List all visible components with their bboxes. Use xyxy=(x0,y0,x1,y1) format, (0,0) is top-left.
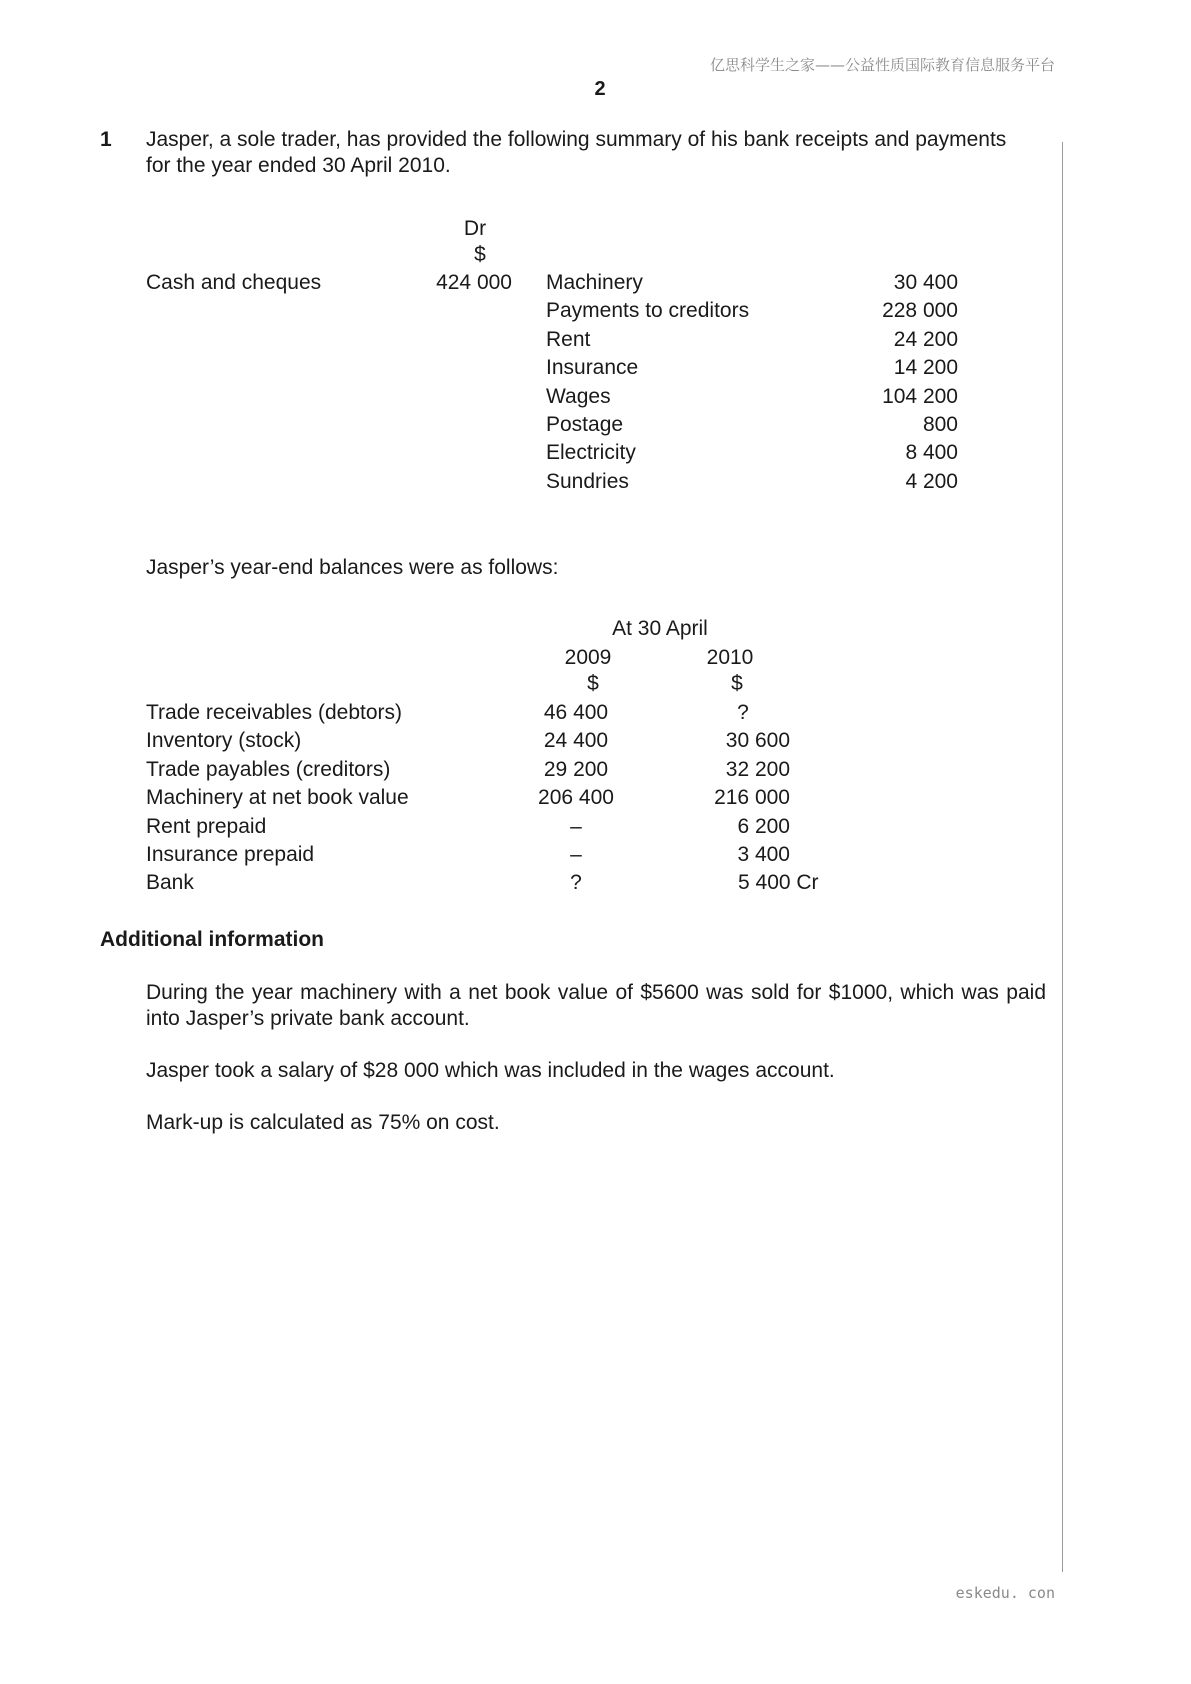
balance-2010-value: 3 400 xyxy=(737,842,790,866)
dr-currency: $ xyxy=(474,243,486,266)
balance-2010 xyxy=(666,785,916,811)
question-text-line-1: Jasper, a sole trader, has provided the following summary of his bank receipts and payments xyxy=(146,128,1007,151)
receipt-label: Cash and cheques xyxy=(146,271,322,294)
balance-label: Rent prepaid xyxy=(146,814,267,838)
balance-2010-value: 32 200 xyxy=(725,757,790,781)
balance-2010-value: ? xyxy=(737,701,749,724)
additional-para-3: Mark-up is calculated as 75% on cost. xyxy=(146,1111,500,1134)
balance-2010-value: 216 000 xyxy=(714,786,790,810)
balance-2010 xyxy=(666,700,916,726)
balance-2010-value: 6 200 xyxy=(737,814,790,838)
payment-amount: 14 200 xyxy=(893,356,958,380)
balance-2009: – xyxy=(570,842,582,866)
payment-label: Machinery xyxy=(546,271,643,294)
payment-label: Rent xyxy=(546,327,591,351)
balance-2010-value: 30 600 xyxy=(725,729,790,753)
payment-label: Sundries xyxy=(546,469,629,493)
additional-heading: Additional information xyxy=(100,928,324,951)
additional-info xyxy=(146,980,1046,1162)
balance-2009: 206 400 xyxy=(538,786,614,810)
balance-2009: 29 200 xyxy=(543,757,609,781)
footer-watermark: eskedu. con xyxy=(955,1584,1055,1602)
balance-label: Inventory (stock) xyxy=(146,729,302,753)
balance-2010-value: 5 400 Cr xyxy=(738,871,819,895)
balance-label: Bank xyxy=(146,871,194,895)
balance-2009: 24 400 xyxy=(543,729,609,753)
payment-label: Payments to creditors xyxy=(546,299,750,323)
year-2009-heading: 2009 xyxy=(564,646,612,669)
payment-amount: 800 xyxy=(922,412,958,436)
payment-label: Wages xyxy=(546,384,611,408)
margin-rule xyxy=(1062,142,1063,1572)
page-number: 2 xyxy=(594,78,606,100)
receipt-amount: 424 000 xyxy=(436,271,512,294)
balances-intro: Jasper’s year-end balances were as follows: xyxy=(146,556,559,579)
additional-para-2: Jasper took a salary of $28 000 which was included in the wages account. xyxy=(146,1059,835,1082)
payment-amount: 228 000 xyxy=(882,299,958,323)
question-text-line-2: for the year ended 30 April 2010. xyxy=(146,154,451,177)
balances-group-heading: At 30 April xyxy=(612,617,708,640)
balance-label: Trade payables (creditors) xyxy=(146,757,391,781)
dr-heading: Dr xyxy=(463,217,487,240)
balance-2009: – xyxy=(570,814,582,838)
balance-2009: 46 400 xyxy=(543,701,609,724)
balance-2010 xyxy=(666,842,916,868)
question-number: 1 xyxy=(100,128,112,151)
balance-2010 xyxy=(666,728,916,754)
balance-2009: ? xyxy=(570,871,582,895)
balance-2010 xyxy=(666,870,916,896)
header-watermark: 亿思科学生之家——公益性质国际教育信息服务平台 xyxy=(709,56,1055,74)
balance-label: Machinery at net book value xyxy=(146,786,409,810)
payment-label: Insurance xyxy=(546,356,639,380)
currency-2010: $ xyxy=(731,672,743,695)
payment-amount: 8 400 xyxy=(905,441,958,465)
payment-amount: 4 200 xyxy=(905,469,958,493)
payment-amount: 24 200 xyxy=(893,327,958,351)
balance-2010 xyxy=(666,814,916,840)
year-2010-heading: 2010 xyxy=(706,646,754,669)
additional-para-1: During the year machinery with a net book value of $5600 was sold for $1000, which was paid into Jasper’s private bank account. xyxy=(146,981,1046,1030)
payment-amount: 104 200 xyxy=(882,384,958,408)
payment-label: Electricity xyxy=(546,441,636,465)
balance-label: Trade receivables (debtors) xyxy=(146,701,402,724)
payment-label: Postage xyxy=(546,412,624,436)
balance-2010 xyxy=(666,757,916,783)
question-text xyxy=(146,127,1046,179)
payment-amount: 30 400 xyxy=(893,271,958,294)
balance-label: Insurance prepaid xyxy=(146,842,315,866)
currency-2009: $ xyxy=(587,672,599,695)
